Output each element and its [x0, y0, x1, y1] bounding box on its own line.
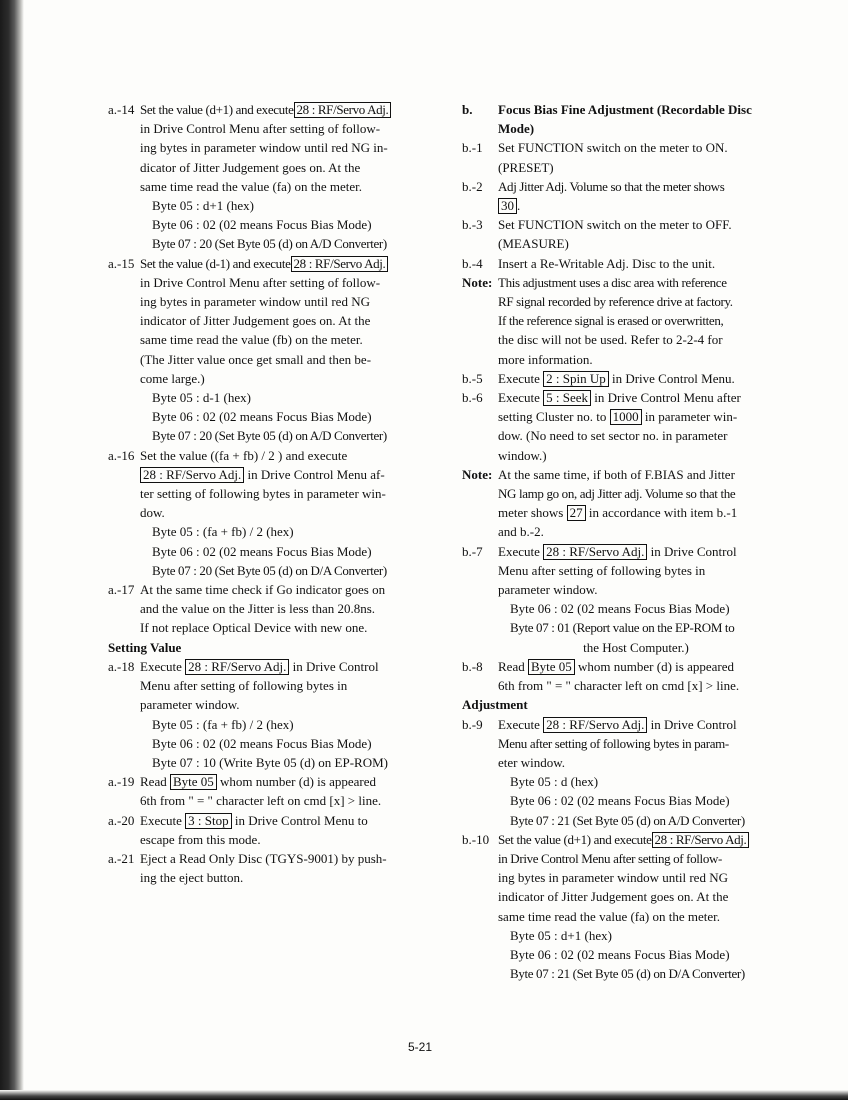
step-text: Execute [498, 716, 540, 732]
step-line: (The Jitter value once get small and then be- [140, 351, 372, 367]
step-line: and the value on the Jitter is less than 20.8ns. [140, 601, 376, 617]
step-line: Set FUNCTION switch on the meter to ON. [498, 140, 728, 156]
step-line: window.) [498, 447, 547, 463]
step-text: Set the value (d-1) and execute [140, 255, 291, 271]
step-line: At the same time check if Go indicator goes on [140, 582, 386, 598]
step-line: If not replace Optical Device with new one. [140, 620, 368, 636]
menu-command-box: 28 : RF/Servo Adj. [543, 544, 647, 560]
step-text: in Drive Control Menu after [594, 390, 741, 406]
step-text: Set the value (d+1) and execute [498, 831, 652, 847]
step-text: setting Cluster no. to [498, 409, 607, 425]
step-line: indicator of Jitter Judgement goes on. At the [140, 313, 371, 329]
byte-line: Byte 05 : d+1 (hex) [152, 198, 254, 214]
step-text: Execute [498, 543, 540, 559]
step-a16 [108, 446, 418, 580]
step-line: 6th from " = " character left on cmd [x] > line. [498, 678, 740, 694]
menu-command-box: 28 : RF/Servo Adj. [185, 659, 289, 675]
byte-line: Byte 07 : 10 (Write Byte 05 (d) on EP-ROM) [152, 754, 388, 770]
note-line: At the same time, if both of F.BIAS and Jitter [498, 466, 735, 482]
step-text: in Drive Control Menu af- [247, 466, 385, 482]
scan-binding-edge [0, 0, 24, 1100]
note-text: meter shows [498, 505, 564, 521]
menu-command-box: Byte 05 [528, 659, 575, 675]
step-line: (MEASURE) [498, 236, 569, 252]
step-line: same time read the value (fb) on the meter. [140, 332, 363, 348]
note-line: and b.-2. [498, 524, 544, 540]
step-b7 [462, 542, 774, 657]
page-number: 5-21 [408, 1040, 433, 1054]
step-a14 [108, 100, 418, 254]
step-line: Insert a Re-Writable Adj. Disc to the unit. [498, 255, 716, 271]
step-text: in Drive Control [650, 543, 737, 559]
right-column [462, 100, 774, 983]
step-line: dow. [140, 505, 165, 521]
step-line: Set the value ((fa + fb) / 2 ) and execute [140, 447, 348, 463]
byte-line: Byte 07 : 21 (Set Byte 05 (d) on A/D Converter) [510, 812, 745, 828]
step-line: (PRESET) [498, 159, 554, 175]
step-text: Set the value (d+1) and execute [140, 102, 294, 117]
section-heading-b [462, 100, 774, 138]
note-line: the disc will not be used. Refer to 2-2-4 for [498, 332, 723, 348]
left-column [108, 100, 418, 887]
step-line: Menu after setting of following bytes in [498, 562, 706, 578]
step-label: b.-2 [462, 178, 483, 194]
step-b5 [462, 369, 774, 388]
step-line: ing the eject button. [140, 870, 244, 886]
step-b2: b.-2 Adj Jitter Adj. Volume so that the meter shows 30 . [462, 177, 774, 215]
note-text: in accordance with item b.-1 [588, 505, 738, 521]
byte-line: Byte 06 : 02 (02 means Focus Bias Mode) [152, 543, 372, 559]
menu-command-box: 28 : RF/Servo Adj. [294, 102, 392, 118]
step-label: a.-15 [108, 255, 135, 271]
byte-line: Byte 06 : 02 (02 means Focus Bias Mode) [152, 217, 372, 233]
step-text: in Drive Control Menu. [611, 370, 735, 386]
section-title: Focus Bias Fine Adjustment (Recordable Disc [498, 102, 752, 117]
step-line: indicator of Jitter Judgement goes on. At the [498, 889, 729, 905]
byte-line: Byte 07 : 21 (Set Byte 05 (d) on D/A Converter) [510, 966, 745, 982]
step-label: b.-5 [462, 370, 483, 386]
step-b9 [462, 715, 774, 830]
section-heading-setting-value: Setting Value [108, 639, 182, 655]
meter-value-box: 30 [498, 198, 517, 214]
step-text: Execute [140, 658, 182, 674]
byte-line-continuation: the Host Computer.) [583, 639, 689, 655]
step-line: dow. (No need to set sector no. in parameter [498, 428, 728, 444]
menu-command-box: 3 : Stop [185, 813, 231, 829]
byte-line: Byte 06 : 02 (02 means Focus Bias Mode) [510, 793, 730, 809]
step-line: ing bytes in parameter window until red NG [498, 870, 728, 886]
step-b10 [462, 830, 774, 984]
step-text: Execute [498, 390, 540, 406]
step-label: b.-8 [462, 658, 483, 674]
note-1 [462, 273, 774, 369]
step-text: in Drive Control Menu to [234, 812, 368, 828]
step-b1 [462, 138, 774, 176]
note-line: This adjustment uses a disc area with reference [498, 274, 727, 290]
step-b8 [462, 657, 774, 695]
step-line: Set FUNCTION switch on the meter to OFF. [498, 217, 732, 233]
menu-command-box: 28 : RF/Servo Adj. [652, 832, 750, 848]
step-a21 [108, 849, 418, 887]
step-label: b.-10 [462, 831, 490, 847]
meter-value-box: 27 [567, 505, 586, 521]
step-label: b.-1 [462, 140, 483, 156]
step-text: Read [498, 658, 525, 674]
step-a19 [108, 772, 418, 810]
step-line: escape from this mode. [140, 831, 261, 847]
step-line: in Drive Control Menu after setting of follow- [498, 850, 722, 866]
byte-line: Byte 06 : 02 (02 means Focus Bias Mode) [510, 601, 730, 617]
byte-line: Byte 05 : d+1 (hex) [510, 927, 612, 943]
menu-command-box: 28 : RF/Servo Adj. [543, 717, 647, 733]
section-heading-adjustment: Adjustment [462, 697, 528, 713]
scan-bottom-edge [0, 1090, 848, 1100]
byte-line: Byte 07 : 20 (Set Byte 05 (d) on A/D Converter) [152, 236, 387, 252]
step-b3 [462, 215, 774, 253]
step-label: a.-16 [108, 447, 135, 463]
step-a15 [108, 254, 418, 446]
byte-line: Byte 06 : 02 (02 means Focus Bias Mode) [510, 946, 730, 962]
byte-line: Byte 05 : d-1 (hex) [152, 390, 251, 406]
section-label: b. [462, 102, 473, 117]
step-text: whom number (d) is appeared [578, 658, 734, 674]
step-text: in parameter win- [644, 409, 738, 425]
byte-line: Byte 06 : 02 (02 means Focus Bias Mode) [152, 735, 372, 751]
note-label: Note: [462, 466, 493, 482]
menu-command-box: 2 : Spin Up [543, 371, 609, 387]
step-text: in Drive Control [292, 658, 379, 674]
note-line: RF signal recorded by reference drive at factory. [498, 294, 733, 310]
step-line: same time read the value (fa) on the meter. [498, 908, 720, 924]
step-a17 [108, 580, 418, 638]
byte-line: Byte 06 : 02 (02 means Focus Bias Mode) [152, 409, 372, 425]
note-label: Note: [462, 274, 493, 290]
step-line: come large.) [140, 370, 205, 386]
step-line: 6th from " = " character left on cmd [x] > line. [140, 793, 382, 809]
step-label: a.-17 [108, 582, 135, 598]
step-a18 [108, 657, 418, 772]
step-line: parameter window. [498, 582, 598, 598]
byte-line: Byte 05 : d (hex) [510, 774, 599, 790]
step-line: ing bytes in parameter window until red NG [140, 294, 370, 310]
step-label: a.-14 [108, 102, 135, 117]
menu-command-box: Byte 05 [170, 774, 217, 790]
step-label: a.-21 [108, 850, 135, 866]
menu-command-box: 5 : Seek [543, 390, 591, 406]
step-text: Execute [140, 812, 182, 828]
step-line: Eject a Read Only Disc (TGYS-9001) by push- [140, 850, 387, 866]
step-line: Menu after setting of following bytes in [140, 678, 348, 694]
step-line: same time read the value (fa) on the meter. [140, 178, 362, 194]
step-label: b.-7 [462, 543, 483, 559]
step-line: in Drive Control Menu after setting of follow- [140, 121, 381, 137]
byte-line: Byte 05 : (fa + fb) / 2 (hex) [152, 716, 294, 732]
step-text: in Drive Control [650, 716, 737, 732]
step-label: a.-20 [108, 812, 135, 828]
step-line: parameter window. [140, 697, 240, 713]
menu-command-box: 28 : RF/Servo Adj. [140, 467, 244, 483]
step-line: ter setting of following bytes in parameter win- [140, 486, 386, 502]
step-line: eter window. [498, 754, 566, 770]
step-line: Menu after setting of following bytes in param- [498, 735, 729, 751]
step-label: a.-18 [108, 658, 135, 674]
step-line: ing bytes in parameter window until red NG in- [140, 140, 388, 156]
note-2 [462, 465, 774, 542]
step-label: b.-6 [462, 390, 483, 406]
step-label: b.-4 [462, 255, 483, 271]
cluster-number-box: 1000 [610, 409, 642, 425]
step-line: dicator of Jitter Judgement goes on. At the [140, 159, 361, 175]
section-title: Mode) [498, 121, 535, 137]
byte-line: Byte 07 : 01 (Report value on the EP-ROM to [510, 620, 735, 636]
step-line: in Drive Control Menu after setting of follow- [140, 274, 381, 290]
step-b4 [462, 254, 774, 273]
step-line: Adj Jitter Adj. Volume so that the meter shows [498, 178, 725, 194]
step-a20 [108, 811, 418, 849]
menu-command-box: 28 : RF/Servo Adj. [291, 256, 389, 272]
note-line: If the reference signal is erased or overwritten, [498, 313, 724, 329]
note-line: NG lamp go on, adj Jitter adj. Volume so that the [498, 486, 736, 502]
step-label: b.-3 [462, 217, 483, 233]
step-label: b.-9 [462, 716, 483, 732]
step-text: whom number (d) is appeared [220, 774, 376, 790]
step-b6 [462, 388, 774, 465]
byte-line: Byte 07 : 20 (Set Byte 05 (d) on A/D Converter) [152, 428, 387, 444]
byte-line: Byte 07 : 20 (Set Byte 05 (d) on D/A Converter) [152, 562, 387, 578]
byte-line: Byte 05 : (fa + fb) / 2 (hex) [152, 524, 294, 540]
note-line: more information. [498, 351, 593, 367]
step-text: Execute [498, 370, 540, 386]
step-text: Read [140, 774, 167, 790]
step-label: a.-19 [108, 774, 135, 790]
